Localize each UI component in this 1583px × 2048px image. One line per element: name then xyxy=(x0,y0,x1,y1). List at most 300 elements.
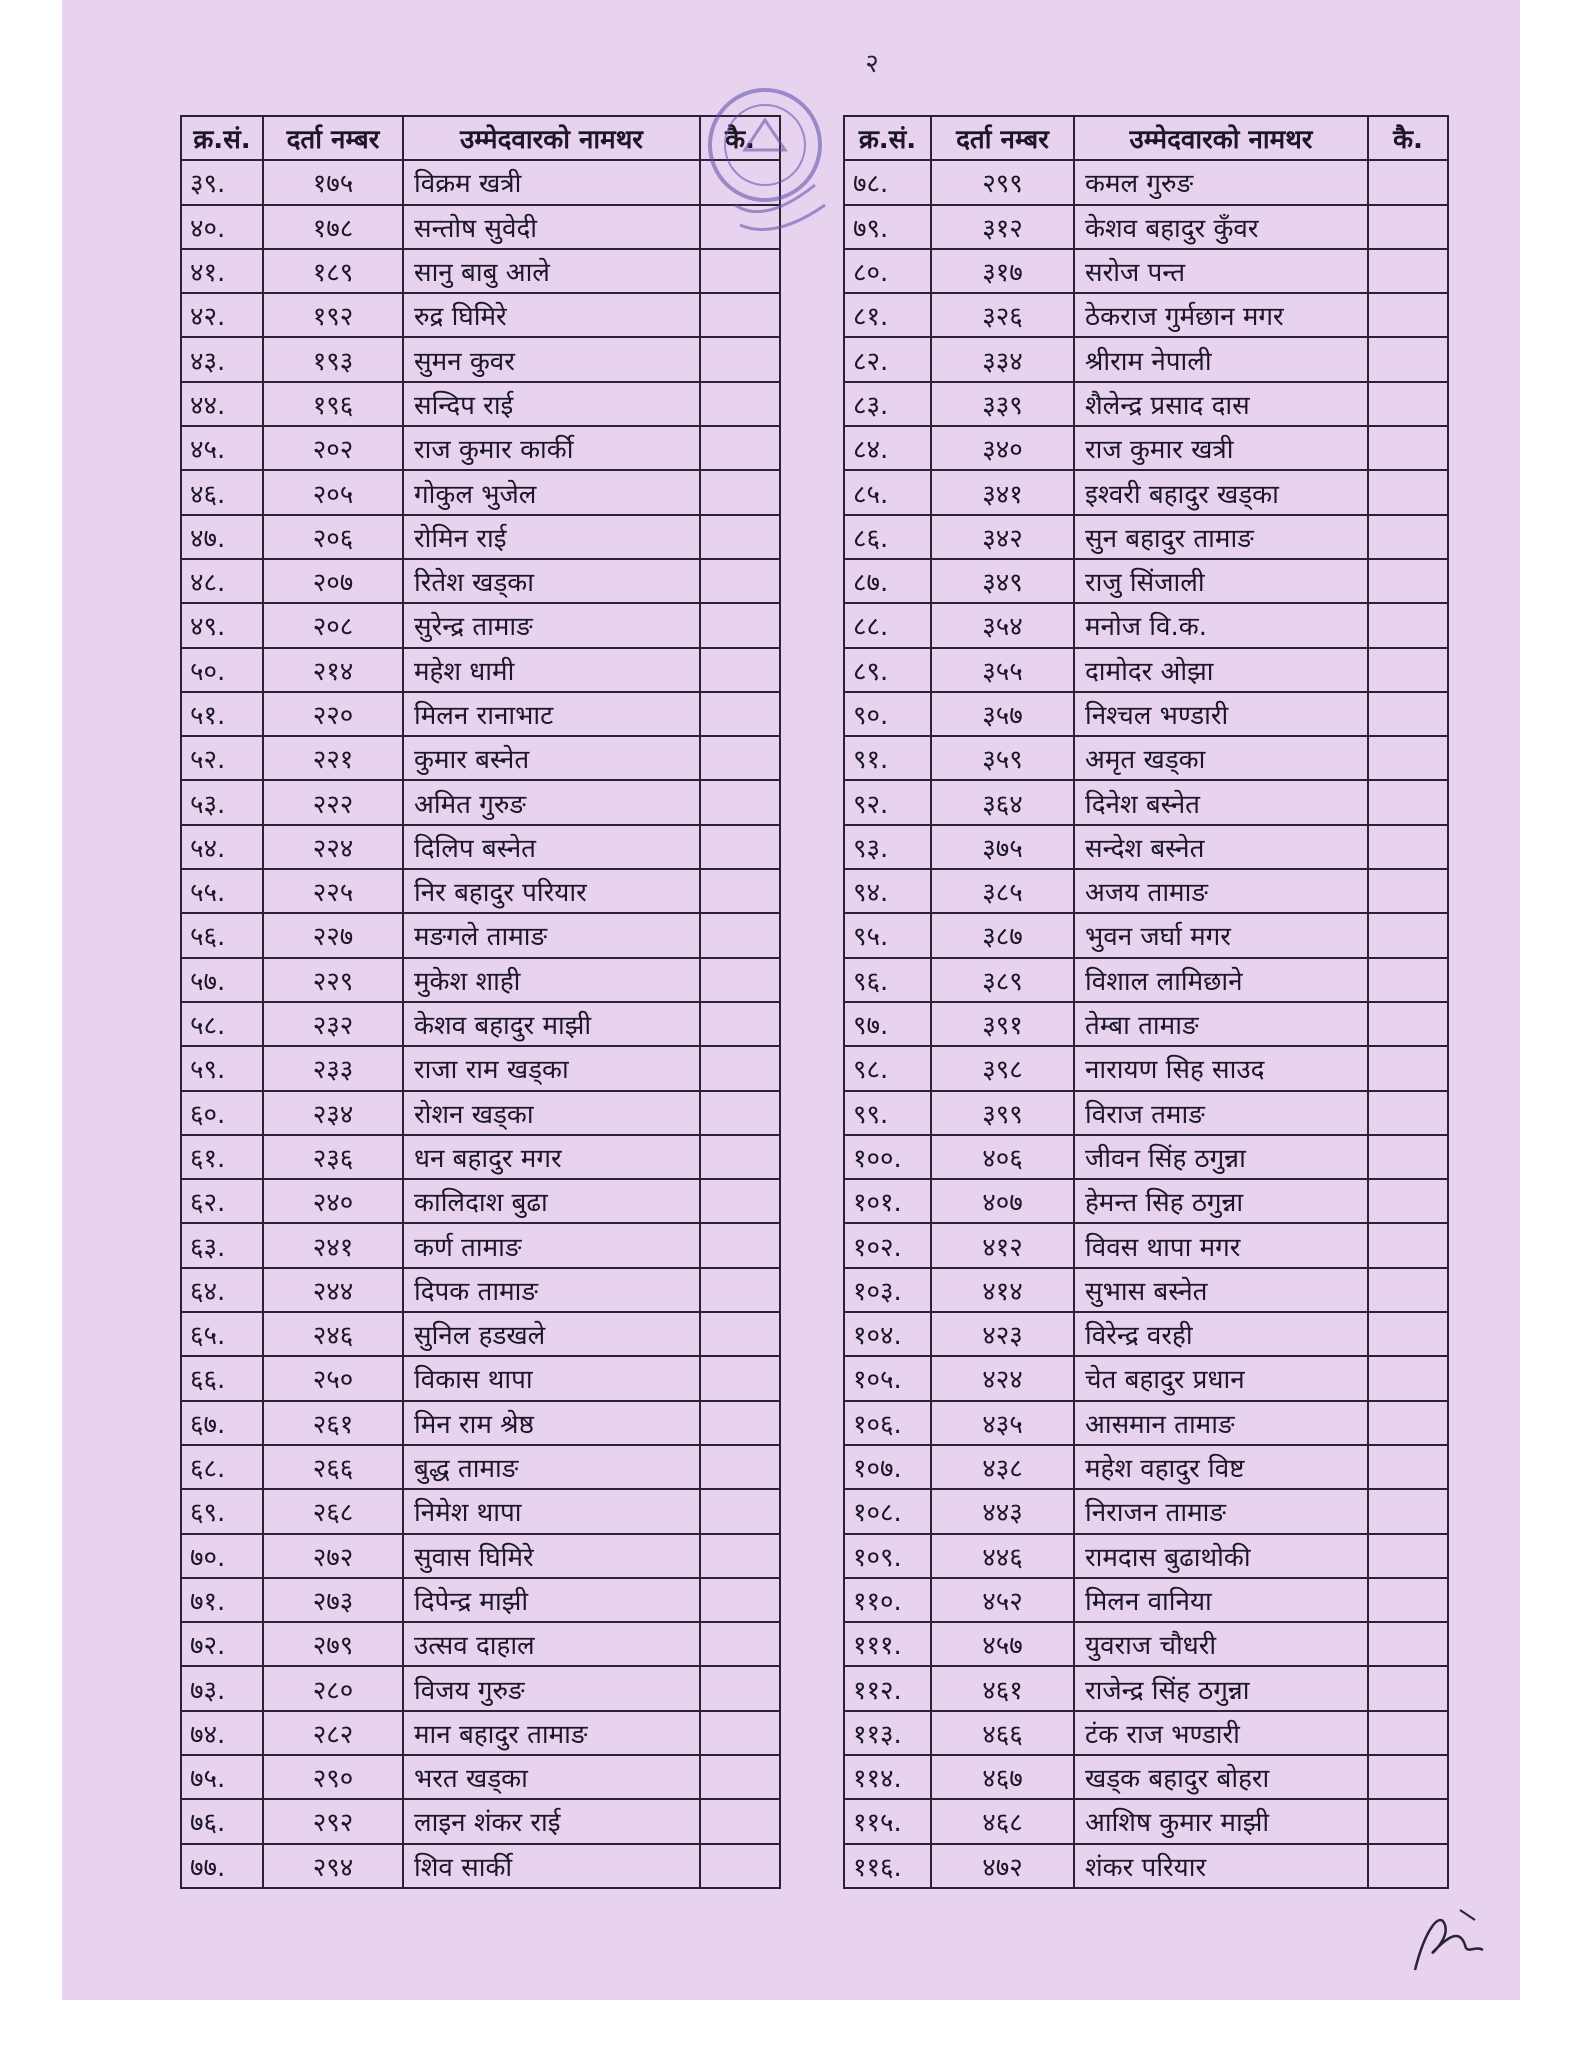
name-cell: इश्वरी बहादुर खड्का xyxy=(1074,470,1368,514)
remarks-cell xyxy=(700,603,780,647)
table-row xyxy=(844,1844,1448,1888)
table-row xyxy=(181,692,780,736)
table-row xyxy=(181,1844,780,1888)
name-cell: मिलन रानाभाट xyxy=(403,692,700,736)
serial-cell: ९५. xyxy=(844,913,931,957)
table-row xyxy=(181,382,780,426)
remarks-cell xyxy=(1368,1844,1448,1888)
name-cell: निश्चल भण्डारी xyxy=(1074,692,1368,736)
name-cell: उत्सव दाहाल xyxy=(403,1622,700,1666)
registration-cell: २२२ xyxy=(263,780,403,824)
name-cell: सुनिल हडखले xyxy=(403,1312,700,1356)
serial-cell: ९१. xyxy=(844,736,931,780)
serial-cell: ७०. xyxy=(181,1534,263,1578)
name-cell: शंकर परियार xyxy=(1074,1844,1368,1888)
registration-cell: ३५९ xyxy=(931,736,1074,780)
header-name: उम्मेदवारको नामथर xyxy=(403,116,700,160)
serial-cell: ५०. xyxy=(181,648,263,692)
remarks-cell xyxy=(700,1223,780,1267)
serial-cell: ६०. xyxy=(181,1091,263,1135)
serial-cell: १०२. xyxy=(844,1223,931,1267)
table-header-row xyxy=(844,116,1448,160)
registration-cell: ४६८ xyxy=(931,1799,1074,1843)
remarks-cell xyxy=(1368,1046,1448,1090)
table-row xyxy=(181,1046,780,1090)
table-row xyxy=(844,780,1448,824)
remarks-cell xyxy=(700,958,780,1002)
registration-cell: ४५२ xyxy=(931,1578,1074,1622)
serial-cell: ७३. xyxy=(181,1666,263,1710)
table-row xyxy=(844,515,1448,559)
table-row xyxy=(181,1312,780,1356)
remarks-cell xyxy=(700,1799,780,1843)
serial-cell: ९२. xyxy=(844,780,931,824)
registration-cell: ३८७ xyxy=(931,913,1074,957)
name-cell: विशाल लामिछाने xyxy=(1074,958,1368,1002)
remarks-cell xyxy=(700,426,780,470)
remarks-cell xyxy=(1368,648,1448,692)
remarks-cell xyxy=(700,559,780,603)
serial-cell: ५३. xyxy=(181,780,263,824)
serial-cell: ६१. xyxy=(181,1135,263,1179)
remarks-cell xyxy=(1368,160,1448,204)
registration-cell: २४१ xyxy=(263,1223,403,1267)
table-row xyxy=(181,337,780,381)
serial-cell: ८५. xyxy=(844,470,931,514)
registration-cell: ४६१ xyxy=(931,1666,1074,1710)
table-row xyxy=(844,1002,1448,1046)
serial-cell: ७१. xyxy=(181,1578,263,1622)
table-row xyxy=(181,869,780,913)
registration-cell: ४०७ xyxy=(931,1179,1074,1223)
name-cell: सन्दिप राई xyxy=(403,382,700,426)
registration-cell: ४१४ xyxy=(931,1268,1074,1312)
name-cell: रोमिन राई xyxy=(403,515,700,559)
registration-cell: २२० xyxy=(263,692,403,736)
remarks-cell xyxy=(700,736,780,780)
remarks-cell xyxy=(700,337,780,381)
header-name: उम्मेदवारको नामथर xyxy=(1074,116,1368,160)
name-cell: निराजन तामाङ xyxy=(1074,1489,1368,1533)
serial-cell: ७७. xyxy=(181,1844,263,1888)
serial-cell: १००. xyxy=(844,1135,931,1179)
header-registration: दर्ता नम्बर xyxy=(931,116,1074,160)
remarks-cell xyxy=(1368,293,1448,337)
table-row xyxy=(844,1223,1448,1267)
serial-cell: ४४. xyxy=(181,382,263,426)
registration-cell: ४४३ xyxy=(931,1489,1074,1533)
serial-cell: ६३. xyxy=(181,1223,263,1267)
page-number: २ xyxy=(865,49,879,79)
serial-cell: ५५. xyxy=(181,869,263,913)
table-row xyxy=(844,1666,1448,1710)
name-cell: दिपेन्द्र माझी xyxy=(403,1578,700,1622)
registration-cell: २५० xyxy=(263,1356,403,1400)
name-cell: भुवन जर्घा मगर xyxy=(1074,913,1368,957)
name-cell: आसमान तामाङ xyxy=(1074,1401,1368,1445)
serial-cell: ४७. xyxy=(181,515,263,559)
name-cell: विक्रम खत्री xyxy=(403,160,700,204)
table-row xyxy=(181,603,780,647)
registration-cell: २०६ xyxy=(263,515,403,559)
serial-cell: १०६. xyxy=(844,1401,931,1445)
remarks-cell xyxy=(1368,913,1448,957)
name-cell: जीवन सिंह ठगुन्ना xyxy=(1074,1135,1368,1179)
registration-cell: १९२ xyxy=(263,293,403,337)
serial-cell: ४२. xyxy=(181,293,263,337)
serial-cell: ८३. xyxy=(844,382,931,426)
registration-cell: ३५५ xyxy=(931,648,1074,692)
serial-cell: ४१. xyxy=(181,249,263,293)
signature-icon xyxy=(1405,1890,1495,1980)
registration-cell: ३५४ xyxy=(931,603,1074,647)
serial-cell: ७५. xyxy=(181,1755,263,1799)
serial-cell: ५९. xyxy=(181,1046,263,1090)
registration-cell: २९४ xyxy=(263,1844,403,1888)
registration-cell: २८० xyxy=(263,1666,403,1710)
table-row xyxy=(844,1179,1448,1223)
table-row xyxy=(181,470,780,514)
name-cell: विराज तमाङ xyxy=(1074,1091,1368,1135)
remarks-cell xyxy=(700,869,780,913)
remarks-cell xyxy=(1368,958,1448,1002)
remarks-cell xyxy=(700,1489,780,1533)
table-row xyxy=(844,736,1448,780)
remarks-cell xyxy=(1368,515,1448,559)
name-cell: दामोदर ओझा xyxy=(1074,648,1368,692)
table-row xyxy=(844,470,1448,514)
remarks-cell xyxy=(700,1711,780,1755)
remarks-cell xyxy=(1368,825,1448,869)
name-cell: राजु सिंजाली xyxy=(1074,559,1368,603)
table-row xyxy=(844,1578,1448,1622)
name-cell: कुमार बस्नेत xyxy=(403,736,700,780)
table-row xyxy=(844,1046,1448,1090)
name-cell: तेम्बा तामाङ xyxy=(1074,1002,1368,1046)
registration-cell: २९० xyxy=(263,1755,403,1799)
table-row xyxy=(181,736,780,780)
remarks-cell xyxy=(1368,1445,1448,1489)
table-row xyxy=(181,559,780,603)
remarks-cell xyxy=(1368,470,1448,514)
serial-cell: ४५. xyxy=(181,426,263,470)
remarks-cell xyxy=(1368,692,1448,736)
registration-cell: २२४ xyxy=(263,825,403,869)
remarks-cell xyxy=(1368,1578,1448,1622)
name-cell: केशव बहादुर माझी xyxy=(403,1002,700,1046)
registration-cell: ३३९ xyxy=(931,382,1074,426)
serial-cell: ८७. xyxy=(844,559,931,603)
name-cell: केशव बहादुर कुँवर xyxy=(1074,205,1368,249)
registration-cell: २४४ xyxy=(263,1268,403,1312)
name-cell: मान बहादुर तामाङ xyxy=(403,1711,700,1755)
remarks-cell xyxy=(700,1401,780,1445)
serial-cell: ९०. xyxy=(844,692,931,736)
registration-cell: २६१ xyxy=(263,1401,403,1445)
serial-cell: ६८. xyxy=(181,1445,263,1489)
name-cell: श्रीराम नेपाली xyxy=(1074,337,1368,381)
serial-cell: ११६. xyxy=(844,1844,931,1888)
table-row xyxy=(844,1135,1448,1179)
table-row xyxy=(181,1268,780,1312)
name-cell: रितेश खड्का xyxy=(403,559,700,603)
serial-cell: ६९. xyxy=(181,1489,263,1533)
remarks-cell xyxy=(700,1445,780,1489)
registration-cell: २०८ xyxy=(263,603,403,647)
remarks-cell xyxy=(700,382,780,426)
registration-cell: २३२ xyxy=(263,1002,403,1046)
serial-cell: ८६. xyxy=(844,515,931,559)
remarks-cell xyxy=(700,1091,780,1135)
remarks-cell xyxy=(1368,1489,1448,1533)
registration-cell: २१४ xyxy=(263,648,403,692)
table-row xyxy=(844,958,1448,1002)
table-row xyxy=(844,426,1448,470)
serial-cell: ४९. xyxy=(181,603,263,647)
table-row xyxy=(844,1401,1448,1445)
registration-cell: २२९ xyxy=(263,958,403,1002)
serial-cell: ११०. xyxy=(844,1578,931,1622)
serial-cell: ५४. xyxy=(181,825,263,869)
name-cell: दिपक तामाङ xyxy=(403,1268,700,1312)
remarks-cell xyxy=(1368,1223,1448,1267)
remarks-cell xyxy=(700,1179,780,1223)
table-row xyxy=(844,160,1448,204)
name-cell: बुद्ध तामाङ xyxy=(403,1445,700,1489)
serial-cell: ८९. xyxy=(844,648,931,692)
header-serial: क्र.सं. xyxy=(844,116,931,160)
serial-cell: ४०. xyxy=(181,205,263,249)
remarks-cell xyxy=(1368,603,1448,647)
registration-cell: ४१२ xyxy=(931,1223,1074,1267)
table-row xyxy=(844,1755,1448,1799)
remarks-cell xyxy=(700,780,780,824)
registration-cell: २०२ xyxy=(263,426,403,470)
name-cell: राज कुमार कार्की xyxy=(403,426,700,470)
registration-cell: ४२३ xyxy=(931,1312,1074,1356)
registration-cell: ३४० xyxy=(931,426,1074,470)
registration-cell: १७५ xyxy=(263,160,403,204)
remarks-cell xyxy=(700,1578,780,1622)
name-cell: मङगले तामाङ xyxy=(403,913,700,957)
remarks-cell xyxy=(700,913,780,957)
remarks-cell xyxy=(700,470,780,514)
registration-cell: ३४९ xyxy=(931,559,1074,603)
serial-cell: ८०. xyxy=(844,249,931,293)
name-cell: रोशन खड्का xyxy=(403,1091,700,1135)
name-cell: राजा राम खड्का xyxy=(403,1046,700,1090)
table-row xyxy=(844,1622,1448,1666)
remarks-cell xyxy=(700,1622,780,1666)
registration-cell: २२१ xyxy=(263,736,403,780)
table-row xyxy=(844,1356,1448,1400)
name-cell: विरेन्द्र वरही xyxy=(1074,1312,1368,1356)
name-cell: नारायण सिह साउद xyxy=(1074,1046,1368,1090)
serial-cell: ९७. xyxy=(844,1002,931,1046)
remarks-cell xyxy=(1368,869,1448,913)
table-row xyxy=(844,1711,1448,1755)
registration-cell: ४६७ xyxy=(931,1755,1074,1799)
registration-cell: ३३४ xyxy=(931,337,1074,381)
name-cell: ठेकराज गुर्मछान मगर xyxy=(1074,293,1368,337)
registration-cell: २३६ xyxy=(263,1135,403,1179)
registration-cell: २६८ xyxy=(263,1489,403,1533)
registration-cell: १८९ xyxy=(263,249,403,293)
table-row xyxy=(181,1356,780,1400)
remarks-cell xyxy=(700,648,780,692)
remarks-cell xyxy=(700,1046,780,1090)
table-row xyxy=(181,1223,780,1267)
serial-cell: ५६. xyxy=(181,913,263,957)
registration-cell: २४६ xyxy=(263,1312,403,1356)
name-cell: कमल गुरुङ xyxy=(1074,160,1368,204)
registration-cell: २२५ xyxy=(263,869,403,913)
candidate-table-right xyxy=(843,115,1449,1889)
table-row xyxy=(844,913,1448,957)
table-row xyxy=(844,293,1448,337)
name-cell: सुभास बस्नेत xyxy=(1074,1268,1368,1312)
name-cell: हेमन्त सिह ठगुन्ना xyxy=(1074,1179,1368,1223)
serial-cell: ५८. xyxy=(181,1002,263,1046)
remarks-cell xyxy=(1368,1135,1448,1179)
table-row xyxy=(844,1534,1448,1578)
registration-cell: २७९ xyxy=(263,1622,403,1666)
serial-cell: ३९. xyxy=(181,160,263,204)
name-cell: गोकुल भुजेल xyxy=(403,470,700,514)
name-cell: रुद्र घिमिरे xyxy=(403,293,700,337)
registration-cell: ४४६ xyxy=(931,1534,1074,1578)
table-row xyxy=(844,1312,1448,1356)
registration-cell: २०५ xyxy=(263,470,403,514)
table-row xyxy=(844,382,1448,426)
registration-cell: ३१७ xyxy=(931,249,1074,293)
table-row xyxy=(181,1534,780,1578)
remarks-cell xyxy=(1368,1666,1448,1710)
serial-cell: ९३. xyxy=(844,825,931,869)
registration-cell: ३८९ xyxy=(931,958,1074,1002)
name-cell: सरोज पन्त xyxy=(1074,249,1368,293)
table-row xyxy=(181,515,780,559)
remarks-cell xyxy=(1368,337,1448,381)
header-remarks: कै. xyxy=(700,116,780,160)
registration-cell: ३४१ xyxy=(931,470,1074,514)
name-cell: सन्तोष सुवेदी xyxy=(403,205,700,249)
remarks-cell xyxy=(700,1755,780,1799)
registration-cell: ४७२ xyxy=(931,1844,1074,1888)
remarks-cell xyxy=(1368,1179,1448,1223)
remarks-cell xyxy=(1368,249,1448,293)
serial-cell: ८४. xyxy=(844,426,931,470)
table-row xyxy=(181,1179,780,1223)
remarks-cell xyxy=(1368,426,1448,470)
table-row xyxy=(181,648,780,692)
registration-cell: ३९९ xyxy=(931,1091,1074,1135)
remarks-cell xyxy=(1368,382,1448,426)
remarks-cell xyxy=(700,293,780,337)
registration-cell: ४३८ xyxy=(931,1445,1074,1489)
registration-cell: २६६ xyxy=(263,1445,403,1489)
serial-cell: ५७. xyxy=(181,958,263,1002)
serial-cell: ५२. xyxy=(181,736,263,780)
remarks-cell xyxy=(700,825,780,869)
header-registration: दर्ता नम्बर xyxy=(263,116,403,160)
serial-cell: ८१. xyxy=(844,293,931,337)
registration-cell: ३६४ xyxy=(931,780,1074,824)
table-row xyxy=(181,1666,780,1710)
name-cell: मिन राम श्रेष्ठ xyxy=(403,1401,700,1445)
serial-cell: ६६. xyxy=(181,1356,263,1400)
name-cell: कर्ण तामाङ xyxy=(403,1223,700,1267)
name-cell: रामदास बुढाथोकी xyxy=(1074,1534,1368,1578)
remarks-cell xyxy=(700,1666,780,1710)
remarks-cell xyxy=(700,1356,780,1400)
table-row xyxy=(181,1489,780,1533)
serial-cell: ११२. xyxy=(844,1666,931,1710)
name-cell: सुमन कुवर xyxy=(403,337,700,381)
registration-cell: ३९१ xyxy=(931,1002,1074,1046)
name-cell: आशिष कुमार माझी xyxy=(1074,1799,1368,1843)
registration-cell: २३४ xyxy=(263,1091,403,1135)
remarks-cell xyxy=(1368,1622,1448,1666)
serial-cell: ५१. xyxy=(181,692,263,736)
registration-cell: २२७ xyxy=(263,913,403,957)
name-cell: विजय गुरुङ xyxy=(403,1666,700,1710)
table-row xyxy=(844,1445,1448,1489)
serial-cell: ११३. xyxy=(844,1711,931,1755)
serial-cell: ९४. xyxy=(844,869,931,913)
name-cell: निमेश थापा xyxy=(403,1489,700,1533)
serial-cell: ७९. xyxy=(844,205,931,249)
remarks-cell xyxy=(1368,1534,1448,1578)
header-remarks: कै. xyxy=(1368,116,1448,160)
serial-cell: १०५. xyxy=(844,1356,931,1400)
registration-cell: ३२६ xyxy=(931,293,1074,337)
name-cell: अमित गुरुङ xyxy=(403,780,700,824)
serial-cell: ७४. xyxy=(181,1711,263,1755)
name-cell: विवस थापा मगर xyxy=(1074,1223,1368,1267)
table-row xyxy=(844,603,1448,647)
remarks-cell xyxy=(1368,1312,1448,1356)
table-row xyxy=(844,1799,1448,1843)
name-cell: मुकेश शाही xyxy=(403,958,700,1002)
remarks-cell xyxy=(700,1312,780,1356)
name-cell: अमृत खड्का xyxy=(1074,736,1368,780)
table-row xyxy=(844,1268,1448,1312)
remarks-cell xyxy=(1368,1268,1448,1312)
remarks-cell xyxy=(1368,1002,1448,1046)
name-cell: महेश धामी xyxy=(403,648,700,692)
table-row xyxy=(844,648,1448,692)
name-cell: सुन बहादुर तामाङ xyxy=(1074,515,1368,559)
table-row xyxy=(844,869,1448,913)
table-row xyxy=(844,1091,1448,1135)
remarks-cell xyxy=(700,1534,780,1578)
serial-cell: ६२. xyxy=(181,1179,263,1223)
name-cell: युवराज चौधरी xyxy=(1074,1622,1368,1666)
serial-cell: ७८. xyxy=(844,160,931,204)
registration-cell: ४०६ xyxy=(931,1135,1074,1179)
name-cell: मिलन वानिया xyxy=(1074,1578,1368,1622)
header-serial: क्र.सं. xyxy=(181,116,263,160)
remarks-cell xyxy=(1368,780,1448,824)
serial-cell: १०७. xyxy=(844,1445,931,1489)
serial-cell: ४३. xyxy=(181,337,263,381)
table-row xyxy=(844,559,1448,603)
serial-cell: ९६. xyxy=(844,958,931,1002)
registration-cell: ४५७ xyxy=(931,1622,1074,1666)
registration-cell: २३३ xyxy=(263,1046,403,1090)
remarks-cell xyxy=(1368,1711,1448,1755)
